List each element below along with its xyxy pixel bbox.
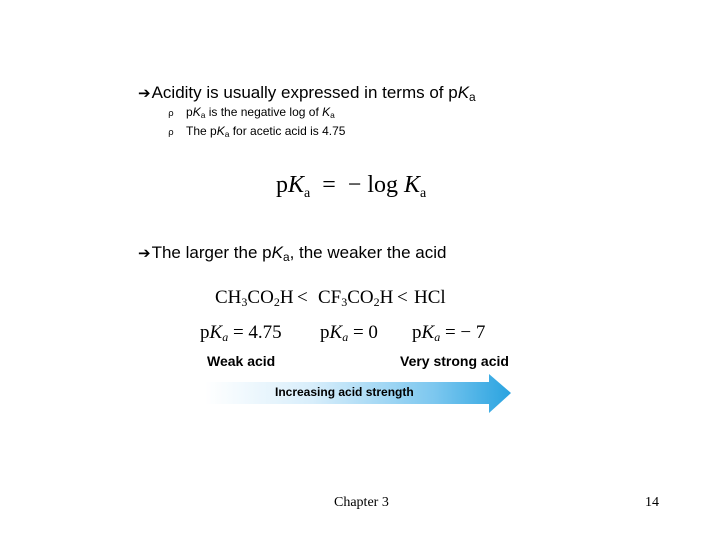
subbullet-acetic-acid: ρ The $pK_a$ for acetic acid is 4.75 (168, 124, 346, 140)
weak-acid-label: Weak acid (207, 353, 276, 369)
bullet-acidity: ➔Acidity is usually expressed in terms of $pK_a$ (138, 83, 476, 104)
sub-bullet-icon: ρ (168, 128, 174, 138)
acid-hcl-formula: HCl (414, 287, 446, 308)
arrow-bullet-icon: ➔ (138, 244, 151, 262)
sub-bullet-icon: ρ (168, 109, 174, 119)
page-number: 14 (645, 495, 659, 510)
arrow-bullet-icon: ➔ (138, 84, 151, 102)
less-than-symbol: < (297, 287, 308, 308)
acid-acetic-formula: $CH_3CO_2H$ (215, 287, 294, 309)
increasing-acid-strength-label: Increasing acid strength (275, 385, 414, 399)
footer-chapter: Chapter 3 (334, 495, 389, 510)
subbullet-pka-definition: ρ $pK_a$ is the negative log of $K_a$ (168, 105, 335, 121)
pka-value-acetic: $pK_a = 4.75$ (200, 322, 282, 344)
pka-value-hcl: $pK_a$ = − 7 (412, 322, 486, 344)
pka-equation: $pK_a$ = − $\log K_a$ (276, 172, 427, 201)
pka-value-trifluoroacetic: $pK_a = 0$ (320, 322, 378, 344)
acid-trifluoroacetic-formula: $CF_3CO_2H$ (318, 287, 394, 309)
less-than-symbol: < (397, 287, 408, 308)
bullet-larger-pka: ➔The larger the $pK_a$, the weaker the acid (138, 243, 447, 264)
very-strong-acid-label: Very strong acid (400, 353, 509, 369)
